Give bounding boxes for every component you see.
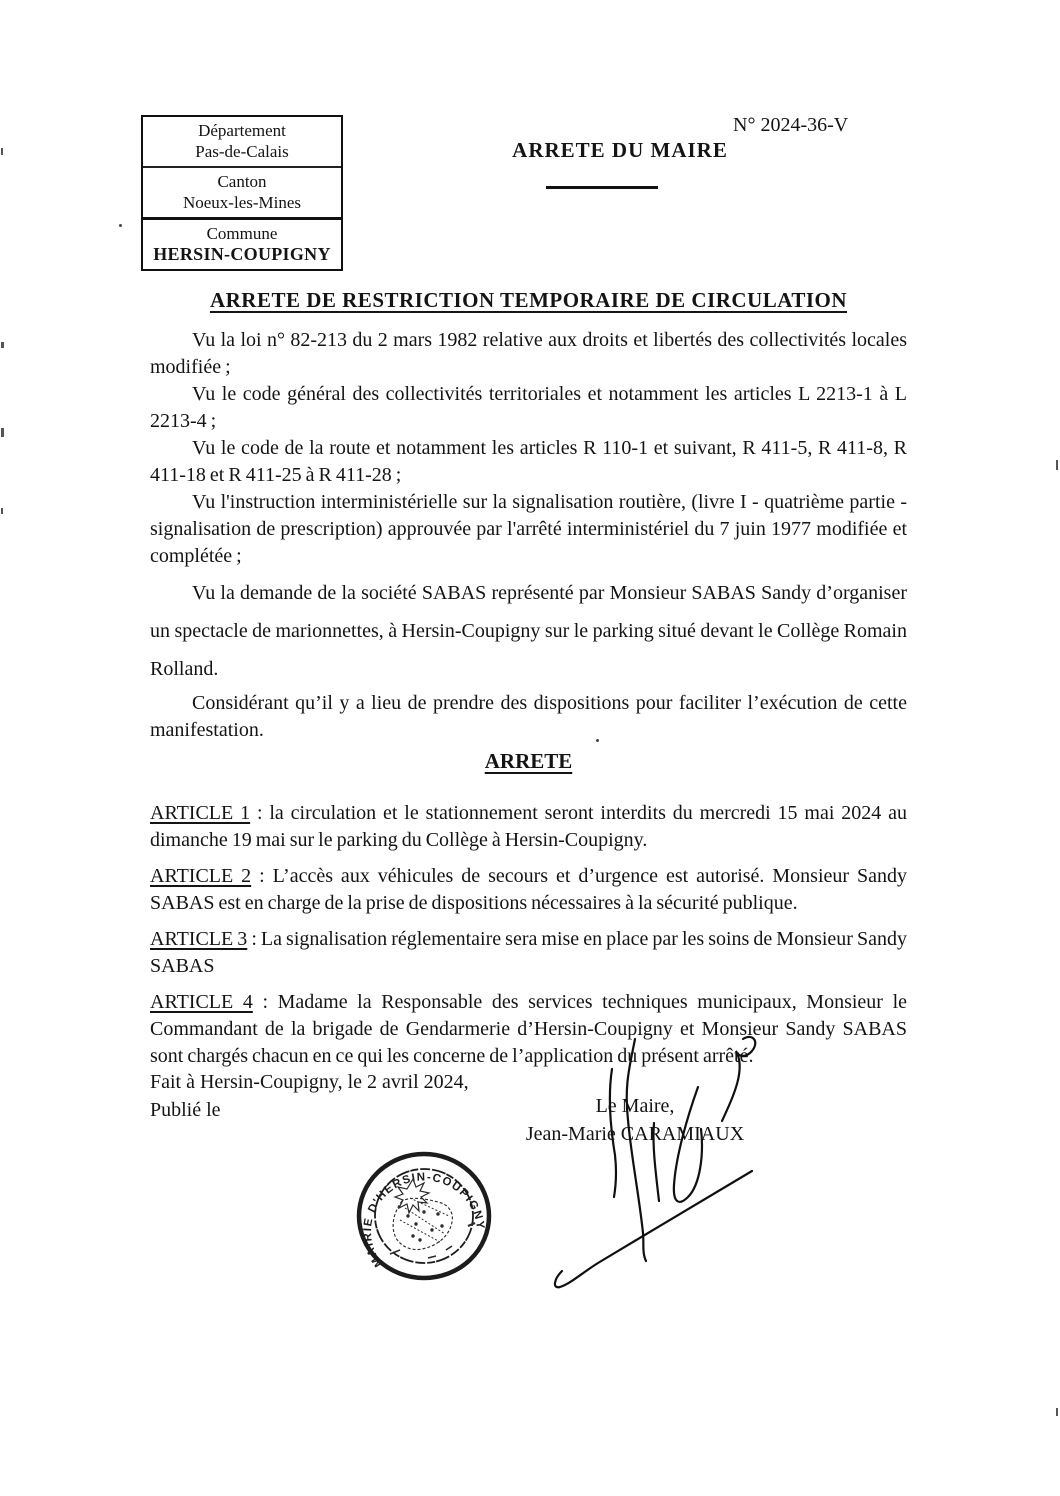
commune-header-box (141, 115, 343, 271)
article-4 (150, 989, 907, 1070)
canton-label: Canton (217, 172, 267, 191)
departement-value: Pas-de-Calais (195, 142, 289, 161)
scan-artifact (119, 224, 122, 227)
recital-paragraph: Vu le code de la route et notamment les articles R 110-1 et suivant, R 411-5, R 411-8, R 411-18 et R 411-25 à R 411-28 ; (150, 437, 907, 486)
article-1-text: : la circulation et le stationnement seront interdits du mercredi 15 mai 2024 au dimanche 19 mai sur le parking du Collège à Hersin-Coupigny. (150, 802, 907, 851)
decree-main-title: ARRETE DE RESTRICTION TEMPORAIRE DE CIRCULATION (209, 288, 848, 312)
scan-artifact (1, 148, 3, 155)
commune-value: HERSIN-COUPIGNY (153, 244, 331, 264)
mayor-signature (538, 1025, 793, 1300)
svg-text:MAIRIE D'HERSIN-COUPIGNY (362, 1171, 486, 1269)
signer-name: Jean-Marie CARAMIAUX (525, 1123, 745, 1145)
article-2-text: : L’accès aux véhicules de secours et d’urgence est autorisé. Monsieur Sandy SABAS est en charge de la prise de dispositions nécessaires à la sécurité publique. (150, 865, 907, 914)
scan-artifact (596, 739, 599, 742)
article-3-label: ARTICLE 3 (150, 928, 248, 950)
title-separator-rule (546, 186, 658, 189)
document-number: N° 2024-36-V (733, 114, 849, 136)
canton-value: Noeux-les-Mines (182, 193, 302, 212)
scan-artifact (1056, 460, 1058, 470)
scan-artifact (1, 508, 3, 514)
article-3-text: : La signalisation réglementaire sera mise en place par les soins de Monsieur Sandy SABAS (150, 928, 907, 977)
mairie-stamp (350, 1146, 498, 1288)
place-date-block (150, 1068, 469, 1124)
recital-paragraph: Vu le code général des collectivités territoriales et notamment les articles L 2213-1 à L 2213-4 ; (150, 383, 907, 432)
place-date-line: Fait à Hersin-Coupigny, le 2 avril 2024, (150, 1071, 469, 1093)
commune-row (143, 220, 341, 269)
departement-row (143, 117, 341, 168)
recital-paragraph: Considérant qu’il y a lieu de prendre des dispositions pour faciliter l’exécution de cette manifestation. (150, 692, 907, 741)
commune-label: Commune (206, 224, 278, 243)
document-body (150, 327, 907, 1079)
article-4-label: ARTICLE 4 (150, 991, 253, 1013)
signer-title: Le Maire, (595, 1095, 675, 1117)
recital-paragraph: Vu la demande de la société SABAS représenté par Monsieur SABAS Sandy d’organiser un spectacle de marionnettes, à Hersin-Coupigny sur le parking situé devant le Collège Romain Rolland. (150, 582, 907, 680)
scan-artifact (1, 342, 4, 348)
article-3 (150, 926, 907, 980)
article-2 (150, 863, 907, 917)
stamp-text: MAIRIE D'HERSIN-COUPIGNY (361, 1171, 487, 1269)
document-type-title: ARRETE DU MAIRE (512, 138, 728, 162)
article-1 (150, 800, 907, 854)
article-4-text: : Madame la Responsable des services techniques municipaux, Monsieur le Commandant de la brigade de Gendarmerie d’Hersin-Coupigny et Monsieur Sandy SABAS sont chargés chacun en ce qui les concerne de l’application du présent arrêté. (150, 991, 907, 1067)
departement-label: Département (198, 121, 286, 140)
scan-artifact (1056, 1408, 1058, 1416)
article-1-label: ARTICLE 1 (150, 802, 251, 824)
published-label: Publié le (150, 1099, 221, 1121)
recital-paragraph: Vu la loi n° 82-213 du 2 mars 1982 relative aux droits et libertés des collectivités locales modifiée ; (150, 329, 907, 378)
scan-artifact (1, 428, 4, 437)
article-2-label: ARTICLE 2 (150, 865, 252, 887)
canton-row (143, 168, 341, 220)
decree-heading: ARRETE (484, 749, 573, 773)
recital-paragraph: Vu l'instruction interministérielle sur la signalisation routière, (livre I - quatrième partie - signalisation de prescription) approuvée par l'arrêté interministériel du 7 juin 1977 modifiée et complétée ; (150, 491, 907, 567)
